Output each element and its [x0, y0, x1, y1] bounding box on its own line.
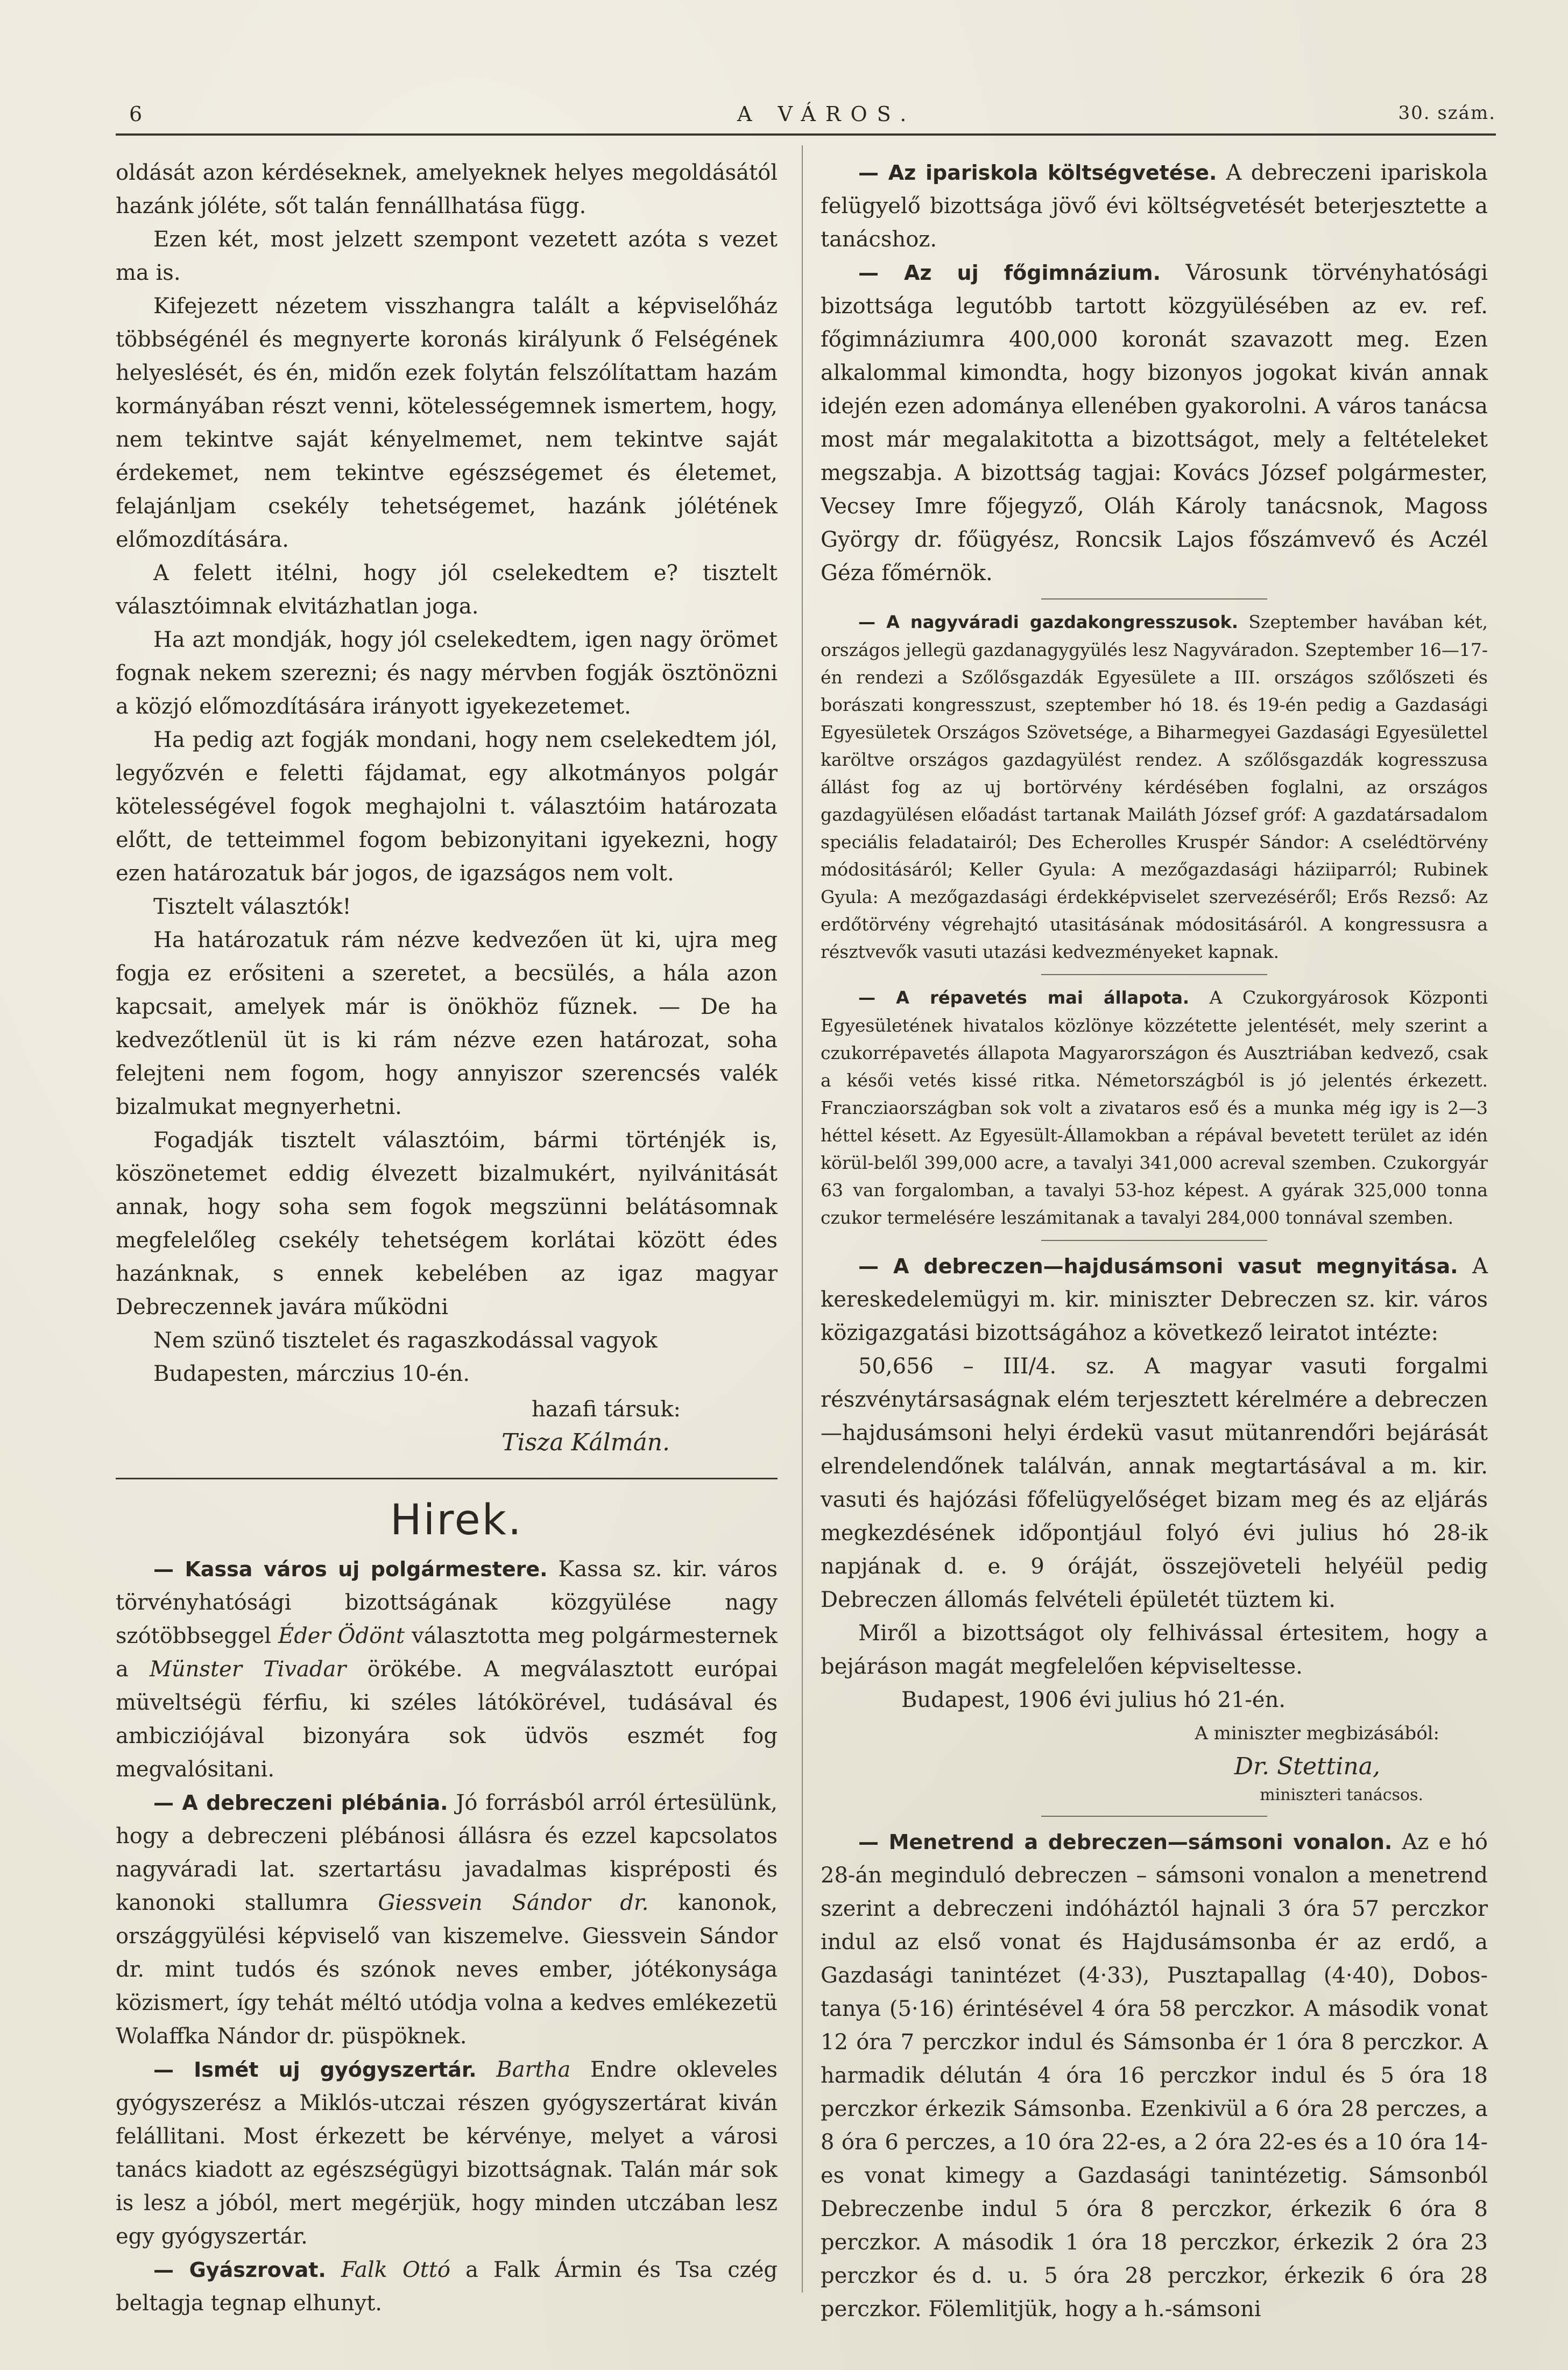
news-name: Bartha [496, 2057, 571, 2082]
right-column [821, 156, 1488, 2326]
news-item [116, 2053, 778, 2253]
decree-date: Budapest, 1906 évi julius hó 21-én. [901, 1688, 1286, 1712]
decree-sig-title: miniszteri tanácsos. [1260, 1786, 1423, 1804]
news-text: a Falk Ármin és Tsa czég beltagja tegnap elhunyt. [116, 2258, 778, 2316]
news-headline: — Kassa város uj polgármestere. [153, 1557, 548, 1581]
news-item [821, 256, 1488, 590]
news-text: Endre okleveles gyógyszerész a Miklós-utczai részen gyógyszertárat kiván felállitani. Most érkezett be kérvénye, melyet a városi tanács kiadott az egészségügyi bizottságnak. Talán már sok is lesz a jóból, mert megérjük, hogy minden utczában lesz egy gyógyszertár. [116, 2057, 778, 2249]
news-item [821, 1825, 1488, 2326]
news-headline: — Az ipariskola költségvetése. [858, 161, 1217, 185]
news-headline: — A debreczeni plébánia. [153, 1791, 448, 1815]
news-name: Éder Ödönt [278, 1624, 405, 1648]
section-title-hirek: Hirek. [390, 1496, 523, 1544]
news-text: A kereskedelemügyi m. kir. miniszter Debreczen sz. kir. város közigazgatási bizottságához a következő leiratot intézte: [821, 1254, 1488, 1345]
header-rule [116, 133, 1496, 136]
paragraph: Nem szünő tisztelet és ragaszkodással vagyok [153, 1328, 658, 1353]
news-text: A Czukorgyárosok Központi Egyesületének hivatalos közlönye közzétette jelentését, mely szerint a czukorrépavetés állapota Magyarországon és Ausztriában kedvező, csak a késői vetés kissé ritka. Németországból is jó jelentés érkezett. Francziaországban sok volt a zivataros eső és a munka még igy is 2—3 héttel késett. Az Egyesült-Államokban a répával bevetett terület az idén körül-belől 399,000 acre, a tavalyi 341,000 acreval szemben. Czukorgyár 63 van forgalomban, a tavalyi 53-hoz képest. A gyárak 325,000 tonna czukor termelésére leszámitanak a tavalyi 284,000 tonnával szemben. [821, 987, 1488, 1228]
news-headline: — Gyászrovat. [153, 2258, 326, 2282]
issue-number: 30. szám. [1398, 102, 1496, 124]
item-divider [1041, 1816, 1267, 1817]
news-text: kanonok, országgyülési képviselő van kiszemelve. Giessvein Sándor dr. mint tudós és szónok neves ember, jótékonysága közismert, így tehát méltó utódja volna a kedves emlékezetü Wolaffka Nándor dr. püspöknek. [116, 1891, 778, 2049]
news-item [116, 2253, 778, 2320]
news-text: Jó forrásból arról értesülünk, hogy a debreczeni plébánosi állásra és ezzel kapcsolatos nagyváradi lat. szertartásu javadalmas kispréposti és kanonoki stallumra [116, 1790, 778, 1915]
item-divider [1041, 1240, 1267, 1241]
section-rule [116, 1478, 778, 1479]
news-headline: — Ismét uj gyógyszertár. [153, 2058, 477, 2082]
quoted-decree: Miről a bizottságot oly felhivással értesitem, hogy a bejáráson magát megfelelően képviseltesse. [821, 1621, 1488, 1679]
news-name: Münster Tivadar [149, 1657, 347, 1682]
news-text: Az e hó 28-án meginduló debreczen – sámsoni vonalon a menetrend szerint a debreczeni indóháztól hajnali 3 óra 57 perczkor indul az első vonat és Hajdusámsonba ér az erdő, a Gazdasági tanintézet (4·33), Pusztapallag (4·40), Dobos-tanya (5·16) érintésével 4 óra 58 perczkor. A második vonat 12 óra 7 perczkor indul és Sámsonba ér 1 óra 8 perczkor. A harmadik délután 4 óra 16 perczkor indul és 5 óra 18 perczkor érkezik Sámsonba. Ezenkivül a 6 óra 28 perczes, a 8 óra 6 perczes, a 10 óra 22-es, a 2 óra 22-es és a 10 óra 14-es vonat kimegy a Gazdasági tanintézetig. Sámsonból Debreczenbe indul 5 óra 8 perczkor, érkezik 6 óra 8 perczkor. A második 1 óra 18 perczkor, érkezik 2 óra 23 perczkor és d. u. 5 óra 28 perczkor, érkezik 6 óra 28 perczkor. Fölemlitjük, hogy a h.-sámsoni [821, 1830, 1488, 2322]
news-headline: — A nagyváradi gazdakongresszusok. [858, 612, 1238, 632]
news-headline: — Menetrend a debreczen—sámsoni vonalon. [858, 1830, 1393, 1854]
page-number: 6 [129, 102, 144, 126]
news-item [116, 1553, 778, 1786]
news-text: örökébe. A megválasztott európai müveltségü férfiu, ki széles látókörével, tudásával és ambicziójával bizonyára sok üdvös eszmét fog megvalósitani. [116, 1657, 778, 1782]
decree-sig-name: Dr. Stettina, [1234, 1753, 1380, 1780]
item-divider [1041, 598, 1267, 599]
news-headline: — Az uj főgimnázium. [858, 261, 1161, 285]
news-text: A debreczeni ipariskola felügyelő bizottsága jövő évi költségvetését beterjesztette a tanácshoz. [821, 160, 1488, 252]
news-headline: — A répavetés mai állapota. [858, 988, 1190, 1008]
news-item [821, 1250, 1488, 1350]
news-text: Szeptember havában két, országos jellegü gazdanagygyülés lesz Nagyváradon. Szeptember 16—17-én rendezi a Szőlősgazdák Egyesülete a III. országos szőlőszeti és borászati kongresszust, szeptember hó 18. és 19-én pedig a Gazdasági Egyesületek Országos Szövetsége, a Biharmegyei Gazdasági Egyesülettel karöltve országos gazdagyülést rendez. A szőlősgazdák kogresszusa állást fog az uj bortörvény kérdésében foglalni, az országos gazdagyülésen előadást tartanak Mailáth József gróf: A gazdatársadalom speciális feladatairól; Des Echerolles Kruspér Sándor: A cselédtörvény módositásáról; Keller Gyula: A mezőgazdasági háziiparról; Rubinek Gyula: A mezőgazdasági érdekképviselet szervezéséről; Erős Rezső: Az erdőtörvény végrehajtó utasitásának módositásáról. A kongressusra a résztvevők vasuti utazási kedvezményeket kapnak. [821, 611, 1488, 962]
quoted-decree: 50,656 – III/4. sz. A magyar vasuti forgalmi részvénytársaságnak elém terjesztett kérelmére a debreczen—hajdusámsoni helyi érdekü vasut mütanrendőri bejárását elrendelendőnek találván, annak megtartásával a m. kir. vasuti és hajózási főfelügyelőséget bizam meg és az eljárás megkezdésének időpontjául folyó évi julius hó 28-ik napjának d. e. 9 óráját, összejöveteli helyéül pedig Debreczen állomás felvételi épületét tüztem ki. [821, 1354, 1488, 1612]
masthead-title: A VÁROS. [737, 102, 916, 126]
news-name: Giessvein Sándor dr. [378, 1891, 649, 1915]
paragraph: A felett itélni, hogy jól cselekedtem e? tisztelt választóimnak elvitázhatlan joga. [116, 561, 778, 619]
decree-sig-label: A miniszter megbizásából: [1195, 1723, 1439, 1744]
news-item [821, 608, 1488, 965]
page-header [129, 102, 1496, 135]
news-item [821, 156, 1488, 256]
news-item [821, 984, 1488, 1231]
paragraph: Ha azt mondják, hogy jól cselekedtem, igen nagy örömet fognak nekem szerezni; és nagy mérvben fogják ösztönözni a közjó előmozdítására irányott igyekezetemet. [116, 627, 778, 719]
item-divider [1041, 974, 1267, 975]
news-text: választotta meg polgármesternek a [116, 1624, 778, 1682]
news-text: Kassa sz. kir. város törvényhatósági bizottságának közgyülése nagy szótöbbseggel [116, 1557, 778, 1648]
news-text: Városunk törvényhatósági bizottsága legutóbb tartott közgyülésében az ev. ref. főgimnáziumra 400,000 koronát szavazott meg. Ezen alkalommal kimondta, hogy bizonyos jogokat kiván annak idején ezen adománya ellenében gyakorolni. A város tanácsa most már megalakitotta a bizottságot, mely a feltételeket megszabja. A bizottság tagjai: Kovács József polgármester, Vecsey Imre főjegyző, Oláh Károly tanácsnok, Magoss György dr. főügyész, Roncsik Lajos főszámvevő és Aczél Géza főmérnök. [821, 260, 1488, 586]
signature-label: hazafi társuk: [532, 1397, 681, 1422]
news-name: Falk Ottó [341, 2258, 450, 2282]
news-headline: — A debreczen—hajdusámsoni vasut megnyitása. [858, 1254, 1458, 1278]
column-separator [802, 145, 803, 2293]
left-column [116, 156, 778, 2320]
signature-name: Tisza Kálmán. [502, 1429, 670, 1456]
paragraph: Tisztelt választók! [153, 894, 351, 919]
news-item [116, 1786, 778, 2053]
paragraph: Kifejezett nézetem visszhangra talált a képviselőház többségénél és megnyerte koronás királyunk ő Felségének helyeslését, és én, midőn ezek folytán felszólítattam hazám kormányában részt venni, kötelességemnek ismertem, hogy, nem tekintve saját kényelmemet, nem tekintve saját érdekemet, nem tekintve egészségemet és életemet, felajánljam csekély tehetségemet, hazánk jólétének előmozdítására. [116, 294, 778, 552]
paragraph: Ha határozatuk rám nézve kedvezően üt ki, ujra meg fogja ez erősiteni a szeretet, a becsülés, a hála azon kapcsait, amelyek már is önökhöz fűznek. — De ha kedvezőtlenül üt is ki rám nézve ezen határozat, soha felejteni nem fogom, hogy annyiszor szerencsés valék bizalmukat megnyerhetni. [116, 928, 778, 1119]
paragraph: Budapesten, márczius 10-én. [153, 1362, 470, 1386]
paragraph: oldását azon kérdéseknek, amelyeknek helyes megoldásától hazánk jóléte, sőt talán fennállhatása függ. [116, 160, 778, 218]
paragraph: Fogadják tisztelt választóim, bármi történjék is, köszönetemet eddig élvezett bizalmukért, nyilvánitását annak, hogy soha sem fogok megszünni belátásomnak megfelelőleg csekély tehetségem korlátai között édes hazánknak, s ennek kebelében az igaz magyar Debreczennek javára működni [116, 1128, 778, 1320]
paragraph: Ha pedig azt fogják mondani, hogy nem cselekedtem jól, legyőzvén e feletti fájdamat, egy alkotmányos polgár kötelességével fogok meghajolni t. választóim határozata előtt, de tetteimmel fogom bebizonyitani igyekezni, hogy ezen határozatuk bár jogos, de igazságos nem volt. [116, 728, 778, 886]
paragraph: Ezen két, most jelzett szempont vezetett azóta s vezet ma is. [116, 227, 778, 285]
